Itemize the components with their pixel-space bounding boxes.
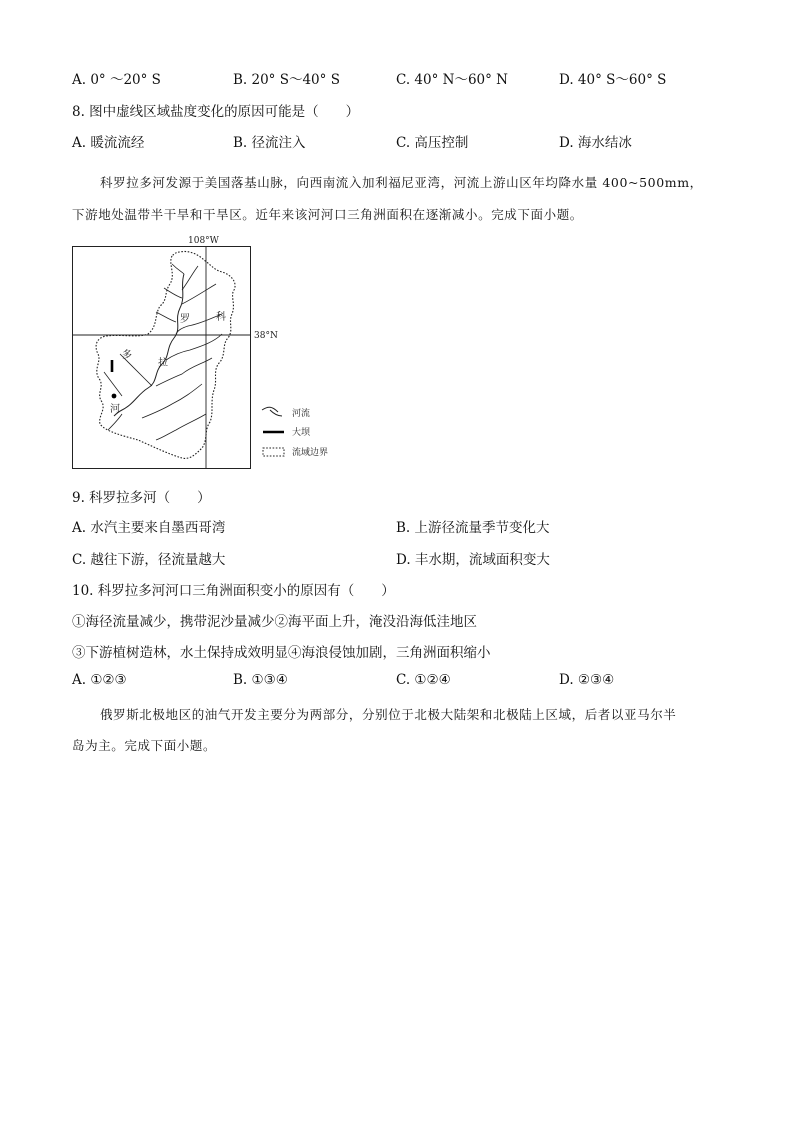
q10-option-a: A. ①②③	[72, 672, 127, 688]
q10-statement-line1: ①海径流量减少，携带泥沙量减少②海平面上升，淹没沿海低洼地区	[72, 614, 477, 630]
q7-option-a: A. 0° ～20° S	[72, 72, 161, 88]
q8-stem: 8. 图中虚线区域盐度变化的原因可能是（ ）	[72, 104, 360, 120]
tributary	[172, 264, 184, 274]
legend-boundary-symbol	[263, 448, 284, 456]
tributary	[182, 284, 216, 304]
q7-option-c: C. 40° N～60° N	[396, 72, 508, 88]
q10-option-b: B. ①③④	[233, 672, 288, 688]
q9-option-d: D. 丰水期，流域面积变大	[396, 552, 550, 568]
q10-option-d: D. ②③④	[559, 672, 615, 688]
q7-option-d: D. 40° S～60° S	[559, 72, 667, 88]
tributary	[104, 372, 122, 396]
dam-point	[112, 394, 117, 399]
q9-option-b: B. 上游径流量季节变化大	[396, 520, 550, 536]
passage2-line1: 俄罗斯北极地区的油气开发主要分为两部分，分别位于北极大陆架和北极陆上区域，后者以亚马尔半	[100, 707, 677, 722]
basin-boundary	[96, 251, 235, 458]
legend-dam-label: 大坝	[292, 428, 311, 438]
legend-river-label: 河流	[292, 409, 311, 419]
map-char-ke: 科	[216, 312, 226, 323]
q10-stem: 10. 科罗拉多河河口三角洲面积变小的原因有（ ）	[72, 583, 395, 599]
q7-option-b: B. 20° S～40° S	[233, 72, 340, 88]
tributary	[164, 288, 182, 298]
tributary	[142, 384, 202, 418]
legend-boundary-label: 流域边界	[292, 448, 329, 458]
lon-label: 108°W	[188, 236, 219, 246]
tributary	[182, 266, 198, 290]
tributary	[156, 312, 176, 322]
legend-river-symbol	[262, 407, 282, 416]
q9-option-a: A. 水汽主要来自墨西哥湾	[72, 520, 226, 536]
q10-statement-line2: ③下游植树造林，水土保持成效明显④海浪侵蚀加剧，三角洲面积缩小	[72, 645, 491, 661]
map-char-la: 拉	[158, 358, 168, 369]
passage1-line1: 科罗拉多河发源于美国落基山脉，向西南流入加利福尼亚湾，河流上游山区年均降水量 400~500mm，	[100, 175, 703, 190]
q9-stem: 9. 科罗拉多河（ ）	[72, 490, 211, 506]
tributary	[108, 414, 122, 430]
map-char-he: 河	[110, 404, 120, 415]
lat-label: 38°N	[254, 331, 278, 341]
q8-option-d: D. 海水结冰	[559, 135, 632, 151]
map-char-duo: 多	[122, 350, 132, 361]
passage1-line2: 下游地处温带半干旱和干旱区。近年来该河河口三角洲面积在逐渐减小。完成下面小题。	[72, 207, 583, 222]
q9-option-c: C. 越往下游，径流量越大	[72, 552, 226, 568]
q8-option-c: C. 高压控制	[396, 135, 469, 151]
q10-option-c: C. ①②④	[396, 672, 451, 688]
map-char-luo: 罗	[180, 314, 190, 325]
passage2-line2: 岛为主。完成下面小题。	[72, 738, 217, 753]
tributary	[156, 414, 206, 440]
main-river	[114, 274, 184, 416]
colorado-river-map	[72, 234, 352, 470]
q8-option-b: B. 径流注入	[233, 135, 306, 151]
q8-option-a: A. 暖流流经	[72, 135, 145, 151]
